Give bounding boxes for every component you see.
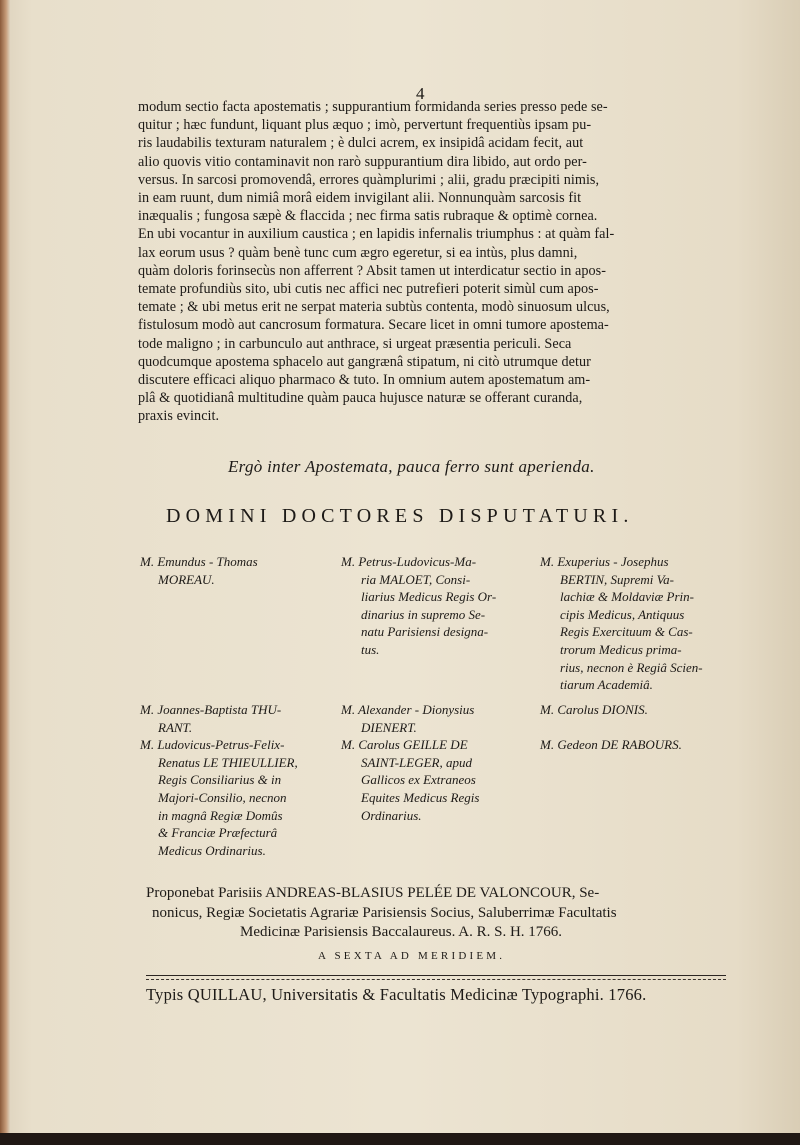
- doctor-line: M. Exuperius - Josephus: [540, 554, 669, 569]
- doctor-line: tus.: [361, 641, 380, 657]
- body-line: En ubi vocantur in auxilium caustica ; en lapidis infernalis triumphus : at quàm fal-: [138, 226, 615, 243]
- doctor-line: Medicus Ordinarius.: [158, 842, 266, 858]
- proponent-block: [146, 884, 726, 943]
- body-line: quodcumque apostema sphacelo aut gangrænâ stipatum, ni citò utrumque detur: [138, 353, 591, 370]
- footer-line: Proponebat Parisiis ANDREAS-BLASIUS PELÉE DE VALONCOUR, Se-: [146, 885, 600, 901]
- doctor-line: tiarum Academiâ.: [560, 677, 653, 693]
- body-line: discutere efficaci aliquo pharmaco & tuto. In omnium autem apostematum am-: [138, 372, 591, 389]
- doctor-line: Regis Exercituum & Cas-: [560, 624, 693, 640]
- body-line: plâ & quotidianâ multitudine quàm pauca hujusce naturæ se offerant curanda,: [138, 390, 583, 407]
- doctor-column-3-top: [540, 553, 703, 694]
- doctor-line: liarius Medicus Regis Or-: [361, 589, 497, 605]
- doctor-line: DIENERT.: [361, 719, 417, 735]
- doctor-column-1-bottom: [140, 701, 298, 859]
- body-line: tode maligno ; in carbunculo aut anthrace, si urgeat præsentia periculi. Seca: [138, 335, 572, 352]
- body-line: inæqualis ; fungosa sæpè & flaccida ; nec firma satis rubraque & optimè cornea.: [138, 208, 598, 225]
- doctor-column-2-top: [341, 553, 496, 659]
- doctor-line: Regis Consiliarius & in: [158, 772, 282, 788]
- doctor-line: Gallicos ex Extraneos: [361, 772, 476, 788]
- doctor-column-1-top: [140, 553, 258, 588]
- body-paragraph: [138, 98, 708, 426]
- page-bottom-edge: [0, 1133, 800, 1145]
- footer-line: Medicinæ Parisiensis Baccalaureus. A. R. S. H. 1766.: [240, 924, 563, 940]
- doctor-column-2-bottom: [341, 701, 479, 824]
- body-line: modum sectio facta apostematis ; suppurantium formidanda series presso pede se-: [138, 99, 608, 115]
- doctor-line: M. Ludovicus-Petrus-Felix-: [140, 737, 285, 753]
- doctor-line: natu Parisiensi designa-: [361, 624, 489, 640]
- page-number: 4: [416, 84, 425, 103]
- body-line: alio quovis vitio contaminavit non rarò suppurantium dira libido, aut ordo per-: [138, 153, 587, 170]
- doctor-line: M. Emundus - Thomas: [140, 554, 258, 569]
- body-line: temate ; & ubi metus erit ne serpat materia subtùs contenta, modò sinuosum ulcus,: [138, 299, 610, 316]
- body-line: versus. In sarcosi promovendâ, errores quàmplurimi ; alii, gradu præcipiti nimis,: [138, 171, 600, 188]
- doctor-line: MOREAU.: [158, 571, 215, 587]
- body-line: ris laudabilis texturam naturalem ; è dulci acrem, ex insipidâ acidam fecit, aut: [138, 135, 584, 152]
- doctor-line: M. Carolus DIONIS.: [540, 702, 648, 717]
- doctor-line: Majori-Consilio, necnon: [158, 789, 287, 805]
- body-line: quàm doloris forinsecùs non afferrent ? Absit tamen ut interdicatur sectio in apos-: [138, 262, 607, 279]
- time-of-disputation: A SEXTA AD MERIDIEM.: [318, 950, 506, 962]
- section-heading: DOMINI DOCTORES DISPUTATURI.: [166, 505, 634, 527]
- doctor-line: M. Gedeon DE RABOURS.: [540, 737, 682, 753]
- doctor-line: rius, necnon è Regiâ Scien-: [560, 659, 703, 675]
- doctor-line: trorum Medicus prima-: [560, 641, 682, 657]
- doctor-line: M. Petrus-Ludovicus-Ma-: [341, 554, 477, 569]
- doctor-line: Renatus LE THIEULLIER,: [158, 754, 298, 770]
- doctor-line: Equites Medicus Regis: [361, 789, 480, 805]
- doctor-line: in magnâ Regiæ Domûs: [158, 807, 283, 823]
- divider-rule-dashed: [146, 979, 726, 980]
- doctor-column-3-bottom: [540, 701, 682, 754]
- doctor-line: M. Carolus GEILLE DE: [341, 737, 468, 753]
- doctor-line: & Franciæ Præfecturâ: [158, 825, 278, 841]
- body-line: in eam ruunt, dum nimiâ morâ eidem invigilant alii. Nonnunquàm sarcosis fit: [138, 190, 582, 207]
- body-line: praxis evincit.: [138, 408, 220, 425]
- doctor-line: M. Alexander - Dionysius: [341, 702, 475, 717]
- doctor-line: BERTIN, Supremi Va-: [560, 571, 674, 587]
- doctor-line: cipis Medicus, Antiquus: [560, 606, 685, 622]
- divider-rule: [146, 975, 726, 976]
- body-line: quitur ; hæc fundunt, liquant plus æquo ; imò, pervertunt frequentiùs ipsam pu-: [138, 117, 592, 134]
- body-line: lax eorum usus ? quàm benè tunc cum ægro egeretur, si ea intùs, plus damni,: [138, 244, 578, 261]
- doctor-line: M. Joannes-Baptista THU-: [140, 702, 282, 717]
- doctor-line: Ordinarius.: [361, 807, 422, 823]
- footer-line: nonicus, Regiæ Societatis Agrariæ Parisiensis Socius, Saluberrimæ Facultatis: [152, 904, 617, 921]
- doctor-line: ria MALOET, Consi-: [361, 571, 471, 587]
- page-binding-edge: [0, 0, 10, 1145]
- body-line: fistulosum modò aut cancrosum formatura. Secare licet in omni tumore apostema-: [138, 317, 609, 334]
- conclusion-statement: Ergò inter Apostemata, pauca ferro sunt aperienda.: [228, 457, 595, 476]
- printer-imprint: Typis QUILLAU, Universitatis & Facultatis Medicinæ Typographi. 1766.: [146, 985, 647, 1004]
- body-line: temate profundiùs sito, ubi cutis nec affici nec putrefieri poterit simùl cum apos-: [138, 281, 599, 298]
- doctor-line: dinarius in supremo Se-: [361, 606, 486, 622]
- doctor-line: lachiæ & Moldaviæ Prin-: [560, 589, 694, 605]
- doctor-line: SAINT-LEGER, apud: [361, 754, 472, 770]
- doctor-line: RANT.: [158, 719, 193, 735]
